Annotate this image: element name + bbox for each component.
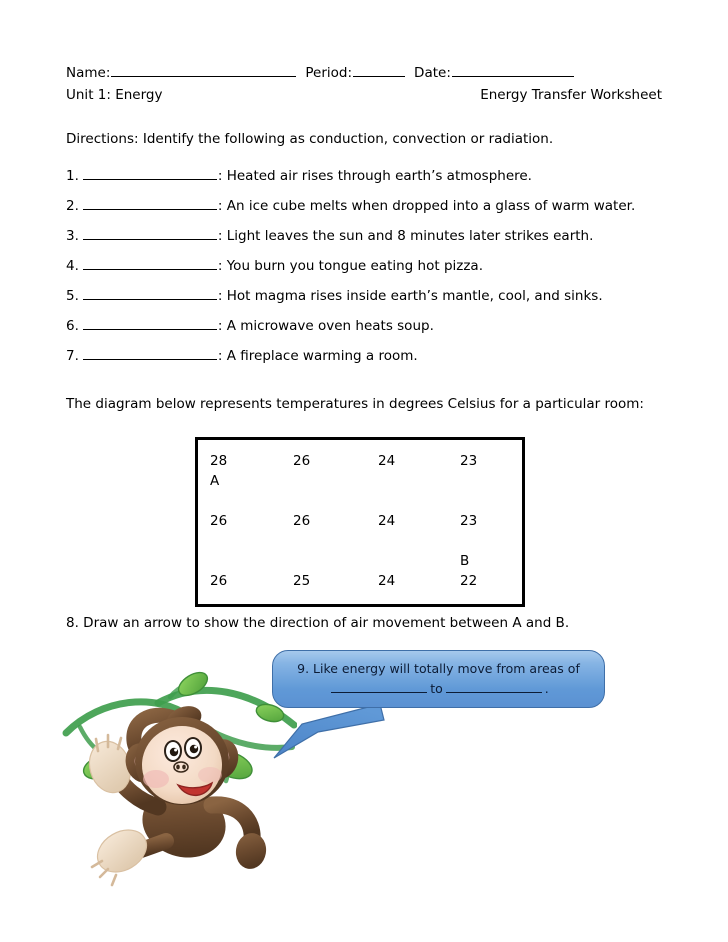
point-label-a: A <box>210 473 220 489</box>
temp-value: 23 <box>460 453 478 469</box>
list-item <box>66 317 666 347</box>
date-label: Date: <box>414 65 451 81</box>
speech-bubble-text <box>272 650 605 708</box>
bubble-line-2 <box>328 679 549 699</box>
temp-value: 28 <box>210 453 228 469</box>
item-number: 3. <box>66 228 79 244</box>
bubble-blank-to[interactable] <box>446 681 542 693</box>
date-blank[interactable] <box>452 64 574 77</box>
temp-value: 24 <box>378 453 396 469</box>
temp-value: 25 <box>293 573 311 589</box>
temperature-grid <box>198 440 522 604</box>
bubble-blank-from[interactable] <box>331 681 427 693</box>
question-list <box>66 167 666 377</box>
answer-blank[interactable] <box>83 167 217 180</box>
list-item <box>66 167 666 197</box>
monkey-right-hand <box>233 831 269 872</box>
list-item <box>66 227 666 257</box>
item-text: : Light leaves the sun and 8 minutes later strikes earth. <box>217 228 594 244</box>
item-text: : A microwave oven heats soup. <box>217 318 434 334</box>
temp-value: 26 <box>210 513 228 529</box>
temp-value: 26 <box>293 513 311 529</box>
item-text: : You burn you tongue eating hot pizza. <box>217 258 483 274</box>
name-blank[interactable] <box>111 64 296 77</box>
monkey-face <box>142 726 222 804</box>
name-label: Name: <box>66 65 111 81</box>
temp-value: 26 <box>210 573 228 589</box>
answer-blank[interactable] <box>83 317 217 330</box>
temp-value: 24 <box>378 573 396 589</box>
diagram-intro-text: The diagram below represents temperatures in degrees Celsius for a particular room: <box>66 396 644 412</box>
bubble-connector: to <box>430 681 443 696</box>
header-unit-row <box>66 84 662 106</box>
bubble-line-1: 9. Like energy will totally move from areas of <box>297 661 580 676</box>
list-item <box>66 197 666 227</box>
page-title: Energy Transfer Worksheet <box>480 87 662 103</box>
answer-blank[interactable] <box>83 257 217 270</box>
temperature-diagram <box>195 437 525 607</box>
monkey-left-foot <box>90 822 154 885</box>
temp-value: 23 <box>460 513 478 529</box>
monkey-clipart <box>62 655 297 900</box>
header-name-row <box>66 62 662 84</box>
point-label-b: B <box>460 553 470 569</box>
answer-blank[interactable] <box>83 347 217 360</box>
table-row <box>198 512 522 530</box>
item-number: 5. <box>66 288 79 304</box>
temp-value: 24 <box>378 513 396 529</box>
speech-bubble <box>272 650 612 770</box>
monkey-cheek-left <box>143 770 169 788</box>
item-text: : An ice cube melts when dropped into a glass of warm water. <box>217 198 636 214</box>
item-text: : Hot magma rises inside earth’s mantle, cool, and sinks. <box>217 288 603 304</box>
temp-value: 26 <box>293 453 311 469</box>
period-label: Period: <box>305 65 353 81</box>
list-item <box>66 287 666 317</box>
item-number: 4. <box>66 258 79 274</box>
item-text: : A fireplace warming a room. <box>217 348 418 364</box>
answer-blank[interactable] <box>83 287 217 300</box>
answer-blank[interactable] <box>83 197 217 210</box>
item-number: 6. <box>66 318 79 334</box>
period-blank[interactable] <box>353 64 405 77</box>
bubble-period: . <box>544 681 549 696</box>
monkey-cheek-right <box>198 767 222 783</box>
list-item <box>66 347 666 377</box>
directions-text: Directions: Identify the following as conduction, convection or radiation. <box>66 131 554 147</box>
table-row <box>198 572 522 590</box>
question-8-text: 8. Draw an arrow to show the direction of air movement between A and B. <box>66 615 570 631</box>
item-text: : Heated air rises through earth’s atmosphere. <box>217 168 532 184</box>
unit-label: Unit 1: Energy <box>66 87 163 103</box>
temp-value: 22 <box>460 573 478 589</box>
table-row <box>198 452 522 470</box>
item-number: 7. <box>66 348 79 364</box>
item-number: 1. <box>66 168 79 184</box>
worksheet-header <box>66 62 662 106</box>
list-item <box>66 257 666 287</box>
answer-blank[interactable] <box>83 227 217 240</box>
item-number: 2. <box>66 198 79 214</box>
speech-bubble-tail <box>272 702 392 760</box>
